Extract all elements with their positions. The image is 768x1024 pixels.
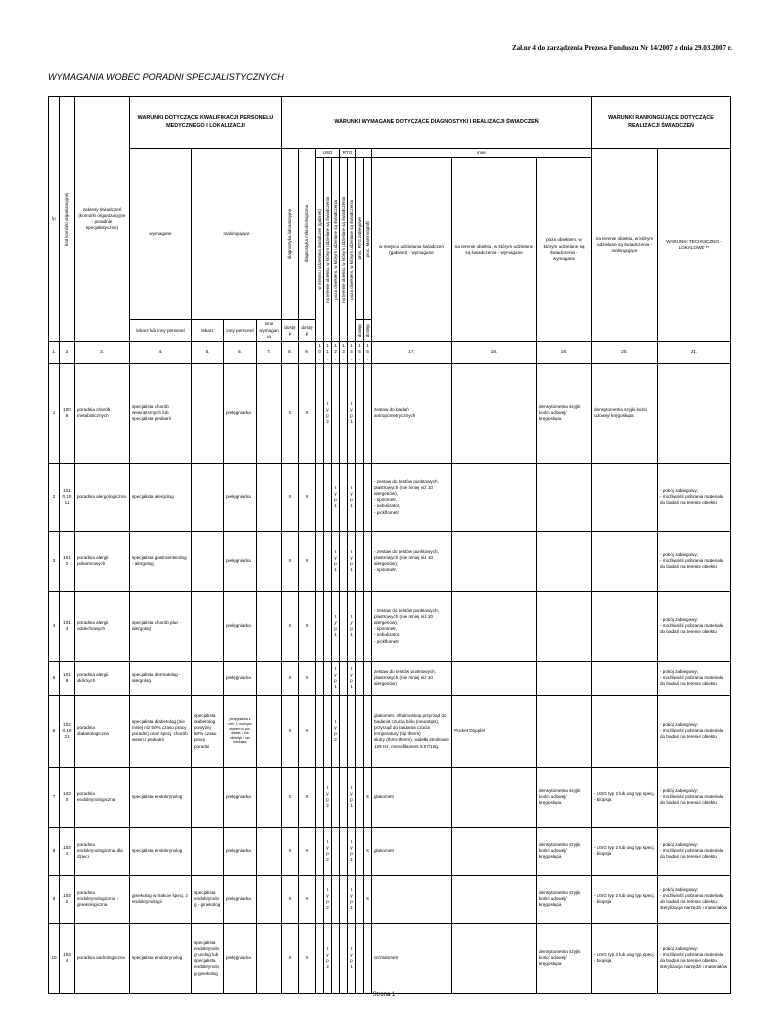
row-required-staff: ginekolog w trakcie specj. z endokrynologii xyxy=(130,875,192,923)
row-required-staff: specjalista diabetolog (nie mniej niż 50% czasu pracy poradni) oraz specj. chorób wewn./ pediatrii xyxy=(130,695,192,767)
page-footer: Strona 1 xyxy=(372,992,396,998)
row-other-req xyxy=(257,695,282,767)
column-number: 14. xyxy=(348,342,356,364)
row-usg-outside: typ 1 xyxy=(332,591,340,661)
row-ranking-doctor: specjalista diabetolog powyżej 50% czasu pracy poradni xyxy=(192,695,224,767)
row-ranking-site: - USG typ 2 lub usg typ specj. - biopsja xyxy=(592,875,658,923)
row-other-req xyxy=(257,661,282,695)
table-row xyxy=(49,767,731,827)
row-required-staff: specjalista endokrynolog xyxy=(130,923,192,993)
row-equip-outside: densytometria szyjki kości udowej/ kręgosłupa xyxy=(537,363,592,463)
row-technical: - pokój zabiegowy; - możliwość pobrania materiału do badań na terenie obiektu xyxy=(658,827,731,875)
row-other-staff: pielęgniarka xyxy=(224,531,257,591)
row-equip-site xyxy=(452,531,537,591)
row-micro: X xyxy=(299,531,316,591)
row-other-staff: pielęgniarka xyxy=(224,875,257,923)
row-lp: 7 xyxy=(49,767,60,827)
row-technical xyxy=(658,363,731,463)
table-row xyxy=(49,661,731,695)
row-micro: X xyxy=(299,695,316,767)
column-number: 1. xyxy=(49,342,60,364)
row-code: 1012 xyxy=(60,531,75,591)
row-required-staff: specjalista chorób płuc - alergolog xyxy=(130,591,192,661)
column-number: 20. xyxy=(592,342,658,364)
row-required-staff: specjalista endokrynolog xyxy=(130,827,192,875)
sub-header-inne-wymagania: inne wymagania xyxy=(257,320,282,342)
row-usg-outside: typ 1 xyxy=(332,463,340,531)
row-lp: 2 xyxy=(49,463,60,531)
row-other-staff: pielęgniarka xyxy=(224,591,257,661)
row-equip-outside: densytometria szyjki kości udowej/ kręgosłupa xyxy=(537,767,592,827)
header-note: Zał.nr 4 do zarządzenia Prezesa Funduszu Nr 14/2007 z dnia 29.03.2007 r. xyxy=(511,44,732,52)
row-rtg-outside: typ 1 xyxy=(348,661,356,695)
row-proc-rtg xyxy=(356,827,364,875)
col-header-usg-poza: poza obiektem, w którym udzielane są świadczenia xyxy=(332,158,340,342)
table-row xyxy=(49,463,731,531)
table-row xyxy=(49,875,731,923)
row-technical: - pokój zabiegowy; - możliwość pobrania materiału do badań na terenie obiektu xyxy=(658,531,731,591)
row-lp: 9 xyxy=(49,875,60,923)
row-proc-mammo xyxy=(364,591,372,661)
row-micro: X xyxy=(299,923,316,993)
row-ranking-doctor xyxy=(192,827,224,875)
row-usg-site xyxy=(324,531,332,591)
row-lab: X xyxy=(282,767,299,827)
row-usg-outside xyxy=(332,767,340,827)
column-number-row xyxy=(49,342,731,364)
row-equip-outside: densytometria szyjki kości udowej/ kręgosłupa xyxy=(537,827,592,875)
column-number: 19. xyxy=(537,342,592,364)
row-proc-mammo xyxy=(364,531,372,591)
row-clinic-name: poradnia alergii pokarmowych xyxy=(75,531,130,591)
col-header-usg-teren: na terenie obiektu, w którym udzielane są świadczenia xyxy=(324,158,332,342)
col-header-rtg-teren: na terenie obiektu, w którym udzielane są świadczenia xyxy=(340,158,348,342)
row-code: 1014 xyxy=(60,591,75,661)
col-header-proc-mammo: proc. Mammografii xyxy=(364,158,372,320)
row-ranking-doctor xyxy=(192,531,224,591)
column-number: 12. xyxy=(332,342,340,364)
row-other-req xyxy=(257,875,282,923)
row-technical: - pokój zabiegowy; - możliwość pobrania materiału do badań na terenie obiektu sterylizacja narzędzi i materiałów xyxy=(658,923,731,993)
row-lab: X xyxy=(282,463,299,531)
row-lab: X xyxy=(282,923,299,993)
row-code: 1034 xyxy=(60,923,75,993)
row-ranking-site xyxy=(592,695,658,767)
row-equip-office: zestaw do testów punktowych, plastrowych (nie mniej niż 10 alergenów) xyxy=(372,661,452,695)
col-header-inne-teren: na terenie obiektu, w którym udzielane są świadczenia - wymagane xyxy=(452,158,537,342)
row-rtg-site xyxy=(340,463,348,531)
row-other-staff: pielęgniarka xyxy=(224,827,257,875)
row-usg-outside xyxy=(332,923,340,993)
row-micro: X xyxy=(299,463,316,531)
row-equip-site xyxy=(452,923,537,993)
row-lab: X xyxy=(282,695,299,767)
row-ranking-doctor xyxy=(192,463,224,531)
row-other-staff: pielęgniarka z min. 1 rocznym stażem w por. diabet. / lub dietetyk / lub edukator xyxy=(224,695,257,767)
row-other-staff: pielęgniarka xyxy=(224,363,257,463)
row-usg-office xyxy=(316,875,324,923)
row-clinic-name: poradnia andrologiczna xyxy=(75,923,130,993)
row-other-req xyxy=(257,363,282,463)
row-equip-site xyxy=(452,463,537,531)
row-rtg-site xyxy=(340,923,348,993)
row-equip-site xyxy=(452,363,537,463)
row-proc-rtg xyxy=(356,463,364,531)
row-rtg-site xyxy=(340,827,348,875)
row-other-req xyxy=(257,463,282,531)
sub-header-usg: USG xyxy=(316,149,340,158)
col-header-techniczno: WARUNKI TECHNICZNO - LOKALOWE ** xyxy=(658,149,731,342)
row-rtg-site xyxy=(340,767,348,827)
sub-header-rtg: RTG xyxy=(340,149,356,158)
row-equip-outside: densytometria szyjki kości udowej/ kręgosłupa xyxy=(537,923,592,993)
row-code: 1020,1021 xyxy=(60,695,75,767)
row-technical: - pokój zabiegowy; - możliwość pobrania materiału do badań na terenie obiektu xyxy=(658,767,731,827)
row-usg-office xyxy=(316,591,324,661)
row-technical: - pokój zabiegowy; - możliwość pobrania materiału do badań na terenie obiektu xyxy=(658,591,731,661)
row-usg-outside xyxy=(332,875,340,923)
row-lab: X xyxy=(282,531,299,591)
col-header-zakres: zakresy świadczeń (komórki organizacyjne - poradnie specjalistyczne) xyxy=(75,97,130,342)
row-usg-site xyxy=(324,661,332,695)
row-usg-site: typ 2 xyxy=(324,827,332,875)
row-equip-office: orchidometr xyxy=(372,923,452,993)
row-equip-office: - zestaw do testów punktowych, plastrowych (nie mniej niż 10 alergenów), - spirometr, - nebulizator, - pickflometr xyxy=(372,591,452,661)
column-number: 13. xyxy=(340,342,348,364)
row-rtg-site xyxy=(340,531,348,591)
row-equip-outside xyxy=(537,591,592,661)
row-lp: 3 xyxy=(49,531,60,591)
row-equip-outside xyxy=(537,695,592,767)
row-usg-site: typ 2 xyxy=(324,767,332,827)
row-equip-outside: densytometria szyjki kości udowej/ kręgosłupa xyxy=(537,875,592,923)
row-proc-rtg xyxy=(356,531,364,591)
row-ranking-site xyxy=(592,463,658,531)
row-other-staff: pielęgniarka xyxy=(224,661,257,695)
row-other-staff: pielęgniarka xyxy=(224,923,257,993)
sub-header-lekarz-lub-inny: lekarz lub inny personel xyxy=(130,320,192,342)
row-proc-rtg xyxy=(356,363,364,463)
column-number: 3. xyxy=(75,342,130,364)
row-required-staff: specjalista gastroenterolog - alergolog xyxy=(130,531,192,591)
group-header-ranking: WARUNKI RANKINGUJĄCE DOTYCZĄCE REALIZACJI ŚWIADCZEŃ xyxy=(592,97,731,149)
row-usg-outside xyxy=(332,363,340,463)
row-technical: - pokój zabiegowy; - możliwość pobrania materiału do badań na terenie obiektu sterylizacja narzędzi i materiałów xyxy=(658,875,731,923)
row-clinic-name: poradnia endokrynologiczna dla dzieci xyxy=(75,827,130,875)
row-lab: X xyxy=(282,827,299,875)
row-proc-rtg xyxy=(356,875,364,923)
document-title: WYMAGANIA WOBEC PORADNI SPECJALISTYCZNYCH xyxy=(48,72,284,82)
row-ranking-site xyxy=(592,591,658,661)
row-usg-office xyxy=(316,463,324,531)
col-header-lp: lp xyxy=(49,97,60,342)
row-equip-outside xyxy=(537,463,592,531)
row-equip-outside xyxy=(537,661,592,695)
sub-header-dostep-proc-rtg: dostęp xyxy=(356,320,364,342)
row-rtg-outside: typ 1 xyxy=(348,767,356,827)
col-header-diag-lab: diagnostyka laboratoryjna xyxy=(282,149,299,320)
row-equip-site xyxy=(452,875,537,923)
row-proc-rtg xyxy=(356,695,364,767)
row-code: 1016 xyxy=(60,661,75,695)
row-usg-office xyxy=(316,695,324,767)
row-lab: X xyxy=(282,591,299,661)
row-rtg-site xyxy=(340,363,348,463)
row-lp: 5 xyxy=(49,661,60,695)
row-other-req xyxy=(257,827,282,875)
row-rtg-outside: typ 1 xyxy=(348,463,356,531)
row-rtg-outside: typ 1 xyxy=(348,923,356,993)
row-required-staff: specjalista alergolog xyxy=(130,463,192,531)
row-equip-office: - zestaw do testów punktowych, plastrowych (nie mniej niż 10 alergenów), - spirometr, - nebulizator, - pickflometr xyxy=(372,463,452,531)
row-ranking-doctor xyxy=(192,363,224,463)
row-rtg-site xyxy=(340,661,348,695)
row-lab: X xyxy=(282,875,299,923)
row-technical: - pokój zabiegowy; - możliwość pobrania materiału do badań na terenie obiektu xyxy=(658,463,731,531)
row-ranking-doctor: specjalista endokrynolog - ginekolog xyxy=(192,875,224,923)
column-number: 9. xyxy=(299,342,316,364)
row-rtg-site xyxy=(340,591,348,661)
row-ranking-site: - USG typ 2 lub usg typ specj. - biopsja xyxy=(592,827,658,875)
column-number: 2 xyxy=(60,342,75,364)
row-proc-rtg xyxy=(356,767,364,827)
row-proc-rtg xyxy=(356,661,364,695)
column-number: 18. xyxy=(452,342,537,364)
row-usg-outside: typ 1 xyxy=(332,531,340,591)
row-equip-outside xyxy=(537,531,592,591)
table-row xyxy=(49,591,731,661)
row-other-req xyxy=(257,531,282,591)
column-number: 17. xyxy=(372,342,452,364)
row-other-staff: pielęgniarka xyxy=(224,767,257,827)
row-ranking-doctor xyxy=(192,661,224,695)
row-ranking-site xyxy=(592,531,658,591)
col-header-usg-miejsce: w miejscu udzielania świadczeń (gabinet) xyxy=(316,158,324,342)
row-usg-office xyxy=(316,923,324,993)
row-equip-site xyxy=(452,591,537,661)
column-number: 11. xyxy=(324,342,332,364)
row-equip-site: Pocket Doppler xyxy=(452,695,537,767)
col-header-inne-miejsce: w miejscu udzielania świadczeń (gabinet) - wymagane xyxy=(372,158,452,342)
row-usg-office xyxy=(316,767,324,827)
column-number: 16. xyxy=(364,342,372,364)
group-header-personnel: WARUNKI DOTYCZĄCE KWALIFIKACJI PERSONELU MEDYCZNEGO I LOKALIZACJI xyxy=(130,97,282,149)
row-clinic-name: poradnia alergii oddechowych xyxy=(75,591,130,661)
table-row xyxy=(49,923,731,993)
row-ranking-site: densytometria szyjki kości udowej/ kręgosłupa xyxy=(592,363,658,463)
row-micro: X xyxy=(299,661,316,695)
group-header-diagnostics: WARUNKI WYMAGANE DOTYCZĄCE DIAGNOSTYKI I REALIZACJI ŚWIADCZEŃ xyxy=(282,97,592,149)
row-ranking-site: - USG typ 2 lub usg typ specj. - biopsja xyxy=(592,923,658,993)
row-proc-mammo xyxy=(364,363,372,463)
row-equip-office: glukometr xyxy=(372,827,452,875)
row-equip-office: - zestaw do testów punktowych, plastrowych (nie mniej niż 10 alergenów), - spirometr, xyxy=(372,531,452,591)
column-number: 15. xyxy=(356,342,364,364)
col-header-inne-poza: poza obiektem, w którym udzielane są świadczenia - wymagane xyxy=(537,158,592,342)
row-usg-site xyxy=(324,695,332,767)
row-equip-site xyxy=(452,827,537,875)
row-proc-mammo: X xyxy=(364,767,372,827)
row-code: 1008 xyxy=(60,363,75,463)
row-lp: 4 xyxy=(49,591,60,661)
col-header-proc-rtg: proc. RTG zabiegowe xyxy=(356,158,364,320)
row-equip-office: glukometr, oftalmoskop,przyrząd do badania czucia bólu (neurotips), przyrząd do badania czucia temperatury (tip therm) skóry (thrm-therm), widełki stroikowe 128 Hz, monofilament 5.07/10g, xyxy=(372,695,452,767)
row-ranking-doctor: specjalista endokrynolog-urolog lub specjalista endokrynolog-ginekolog xyxy=(192,923,224,993)
row-proc-mammo: X xyxy=(364,875,372,923)
column-number: 7. xyxy=(257,342,282,364)
row-micro: X xyxy=(299,827,316,875)
row-technical: - pokój zabiegowy; - możliwość pobrania materiału do badań na terenie obiektu xyxy=(658,661,731,695)
sub-header-dostep-proc-mammo: dostęp xyxy=(364,320,372,342)
table-row xyxy=(49,695,731,767)
row-usg-outside xyxy=(332,827,340,875)
row-proc-rtg xyxy=(356,923,364,993)
row-clinic-name: poradnia endokrynologiczno - ginekologiczna xyxy=(75,875,130,923)
column-number: 10. xyxy=(316,342,324,364)
row-usg-site xyxy=(324,591,332,661)
row-micro: X xyxy=(299,767,316,827)
requirements-table xyxy=(48,96,731,994)
row-usg-site xyxy=(324,463,332,531)
table-row xyxy=(49,531,731,591)
column-number: 6. xyxy=(224,342,257,364)
row-lp: 1 xyxy=(49,363,60,463)
row-proc-mammo xyxy=(364,661,372,695)
col-header-wymagane: wymagane xyxy=(130,149,192,320)
row-equip-site xyxy=(452,661,537,695)
row-equip-office: zestaw do badań antropometrycznych xyxy=(372,363,452,463)
row-micro: X xyxy=(299,875,316,923)
row-proc-mammo xyxy=(364,923,372,993)
row-rtg-outside: typ 1 xyxy=(348,875,356,923)
row-clinic-name: poradnia chorób metabolicznych xyxy=(75,363,130,463)
row-rtg-site xyxy=(340,695,348,767)
col-header-rtg-poza: poza obiektem, w którym udzielane są świadczenia xyxy=(348,158,356,342)
column-number: 8. xyxy=(282,342,299,364)
row-usg-outside: typ 1 xyxy=(332,661,340,695)
row-clinic-name: poradnia alergii skórnych xyxy=(75,661,130,695)
column-number: 4. xyxy=(130,342,192,364)
col-header-diag-mikro: diagnostyka mikrobiologiczna xyxy=(299,149,316,320)
row-micro: X xyxy=(299,591,316,661)
row-lp: 10 xyxy=(49,923,60,993)
row-required-staff: specjalista chorób wewnętrznych lub specjalista pediatrii xyxy=(130,363,192,463)
row-required-staff: specjalista endokrynolog xyxy=(130,767,192,827)
row-code: 1032 xyxy=(60,875,75,923)
row-rtg-outside: typ 1 xyxy=(348,827,356,875)
row-usg-site: typ 2 xyxy=(324,923,332,993)
row-rtg-outside: typ 1 xyxy=(348,531,356,591)
sub-header-dostep-lab: dostęp xyxy=(282,320,299,342)
row-usg-outside: typ 2 xyxy=(332,695,340,767)
row-usg-office xyxy=(316,661,324,695)
sub-header-lekarz: lekarz xyxy=(192,320,224,342)
row-required-staff: specjalista dermatolog - alergolog xyxy=(130,661,192,695)
row-technical: - pokój zabiegowy; - możliwość pobrania materiału do badań na terenie obiektu xyxy=(658,695,731,767)
row-lp: 8 xyxy=(49,827,60,875)
row-other-req xyxy=(257,591,282,661)
sub-header-inne: inne xyxy=(372,149,592,158)
row-usg-office xyxy=(316,827,324,875)
col-header-rankingujace: rankingujące xyxy=(192,149,282,320)
row-proc-mammo: X xyxy=(364,827,372,875)
row-code: 1031 xyxy=(60,827,75,875)
row-equip-office: glukometr xyxy=(372,767,452,827)
row-code: 1010,1011 xyxy=(60,463,75,531)
row-ranking-site xyxy=(592,661,658,695)
sub-header-dostep-mikro: dostęp xyxy=(299,320,316,342)
sub-header-inny-personel: inny personel xyxy=(224,320,257,342)
table-row xyxy=(49,363,731,463)
row-usg-site: typ 2 xyxy=(324,363,332,463)
row-code: 1030 xyxy=(60,767,75,827)
row-equip-site xyxy=(452,767,537,827)
row-ranking-doctor xyxy=(192,591,224,661)
col-header-rank-teren: na terenie obiektu, w którym udzielane są świadczenia - rankingujące xyxy=(592,149,658,342)
row-rtg-site xyxy=(340,875,348,923)
row-clinic-name: poradnia diabetologiczna xyxy=(75,695,130,767)
column-number: 21. xyxy=(658,342,731,364)
row-proc-mammo xyxy=(364,695,372,767)
row-rtg-outside: typ 1 xyxy=(348,591,356,661)
row-micro: X xyxy=(299,363,316,463)
table-row xyxy=(49,827,731,875)
row-proc-mammo xyxy=(364,463,372,531)
col-header-kod: kod komórki organizacyjnej xyxy=(60,97,75,342)
column-number: 5. xyxy=(192,342,224,364)
row-clinic-name: poradnia alergologiczna xyxy=(75,463,130,531)
row-usg-office xyxy=(316,531,324,591)
row-other-req xyxy=(257,767,282,827)
row-clinic-name: poradnia endokrynologiczna xyxy=(75,767,130,827)
row-lab: X xyxy=(282,661,299,695)
row-other-req xyxy=(257,923,282,993)
row-usg-office xyxy=(316,363,324,463)
row-lp: 6 xyxy=(49,695,60,767)
row-proc-rtg xyxy=(356,591,364,661)
row-other-staff: pielęgniarka xyxy=(224,463,257,531)
row-equip-office xyxy=(372,875,452,923)
row-usg-site: typ 2 xyxy=(324,875,332,923)
row-lab: X xyxy=(282,363,299,463)
row-ranking-site: - USG typ 2 lub usg typ specj. - biopsja xyxy=(592,767,658,827)
row-ranking-doctor xyxy=(192,767,224,827)
row-rtg-outside xyxy=(348,695,356,767)
row-rtg-outside: typ 1 xyxy=(348,363,356,463)
